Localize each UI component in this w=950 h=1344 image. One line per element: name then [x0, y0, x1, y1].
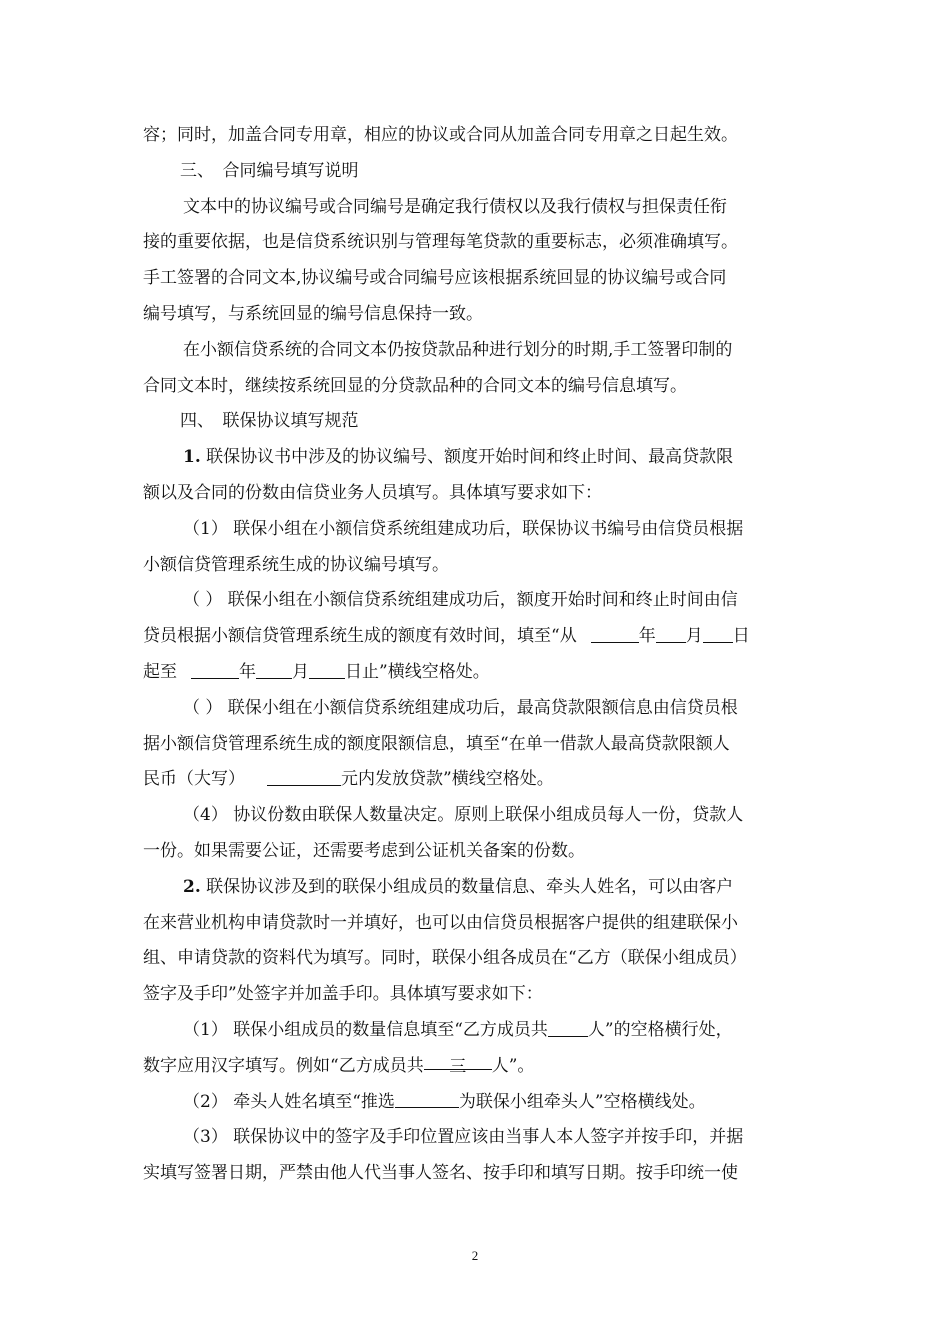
paragraph-line: 签字及手印”处签字并加盖手印。具体填写要求如下： — [143, 984, 543, 1005]
paragraph-line: 贷员根据小额信贷管理系统生成的额度有效时间，填至“从 年 月 日 — [143, 619, 808, 655]
paragraph-line: 编号填写，与系统回显的编号信息保持一致。 — [143, 303, 483, 324]
blank-month-field — [256, 659, 292, 679]
paragraph-line: （4） 协议份数由联保人数量决定。原则上联保小组成员每人一份，贷款人 — [183, 805, 744, 826]
paragraph-line: （3） 联保协议中的签字及手印位置应该由当事人本人签字并按手印，并据 — [183, 1127, 744, 1148]
paragraph-line: 2. 联保协议涉及到的联保小组成员的数量信息、牵头人姓名，可以由客户 — [183, 876, 734, 897]
page-number: 2 — [471, 1248, 479, 1263]
paragraph-line: 合同文本时，继续按系统回显的分贷款品种的合同文本的编号信息填写。 — [143, 375, 687, 396]
paragraph-line: 据小额信贷管理系统生成的额度限额信息，填至“在单一借款人最高贷款限额人 — [143, 733, 730, 754]
blank-amount-field — [267, 766, 341, 786]
paragraph-line: （ ） 联保小组在小额信贷系统组建成功后，额度开始时间和终止时间由信 — [183, 590, 738, 611]
paragraph-line: 容；同时，加盖合同专用章，相应的协议或合同从加盖合同专用章之日起生效。 — [143, 125, 738, 145]
item-number: 1. — [183, 447, 201, 468]
page-body — [143, 118, 808, 1192]
example-member-count: 三 — [424, 1050, 492, 1070]
blank-member-count-field — [548, 1017, 588, 1037]
paragraph-line: 一份。如果需要公证，还需要考虑到公证机关备案的份数。 — [143, 840, 585, 861]
section-heading-4: 四、 联保协议填写规范 — [180, 411, 359, 432]
paragraph-line: （1） 联保小组在小额信贷系统组建成功后，联保协议书编号由信贷员根据 — [183, 518, 744, 539]
paragraph-line: （1） 联保小组成员的数量信息填至“乙方成员共 人”的空格横行处， — [143, 1013, 808, 1049]
blank-day-field — [309, 659, 345, 679]
paragraph-line: 手工签署的合同文本,协议编号或合同编号应该根据系统回显的协议编号或合同 — [143, 268, 727, 289]
blank-month-field — [656, 623, 686, 643]
paragraph-line: 组、申请贷款的资料代为填写。同时，联保小组各成员在“乙方（联保小组成员） — [143, 948, 747, 969]
paragraph-line: （2） 牵头人姓名填至“推选 为联保小组牵头人”空格横线处。 — [143, 1085, 808, 1121]
paragraph-line: 在小额信贷系统的合同文本仍按贷款品种进行划分的时期,手工签署印制的 — [183, 339, 733, 360]
paragraph-line: 数字应用汉字填写。例如“乙方成员共 三 人”。 — [143, 1049, 808, 1085]
item-number: 2. — [183, 876, 201, 897]
blank-year-field — [191, 659, 239, 679]
paragraph-line: 民币（大写） 元内发放贷款”横线空格处。 — [143, 762, 808, 798]
paragraph-line: 1. 联保协议书中涉及的协议编号、额度开始时间和终止时间、最高贷款限 — [183, 447, 734, 468]
paragraph-line: 在来营业机构申请贷款时一并填好，也可以由信贷员根据客户提供的组建联保小 — [143, 912, 738, 933]
paragraph-line: 起至 年 月 日止”横线空格处。 — [143, 655, 808, 691]
blank-day-field — [703, 623, 733, 643]
paragraph-line: 接的重要依据，也是信贷系统识别与管理每笔贷款的重要标志，必须准确填写。 — [143, 232, 738, 253]
section-heading-3: 三、 合同编号填写说明 — [180, 160, 359, 181]
paragraph-line: （ ） 联保小组在小额信贷系统组建成功后，最高贷款限额信息由信贷员根 — [183, 697, 738, 718]
paragraph-line: 小额信贷管理系统生成的协议编号填写。 — [143, 554, 449, 575]
blank-year-field — [591, 623, 639, 643]
paragraph-line: 文本中的协议编号或合同编号是确定我行债权以及我行债权与担保责任衔 — [183, 196, 727, 217]
blank-leader-name-field — [395, 1089, 459, 1109]
paragraph-line: 额以及合同的份数由信贷业务人员填写。具体填写要求如下： — [143, 482, 602, 503]
paragraph-line: 实填写签署日期，严禁由他人代当事人签名、按手印和填写日期。按手印统一使 — [143, 1163, 738, 1184]
